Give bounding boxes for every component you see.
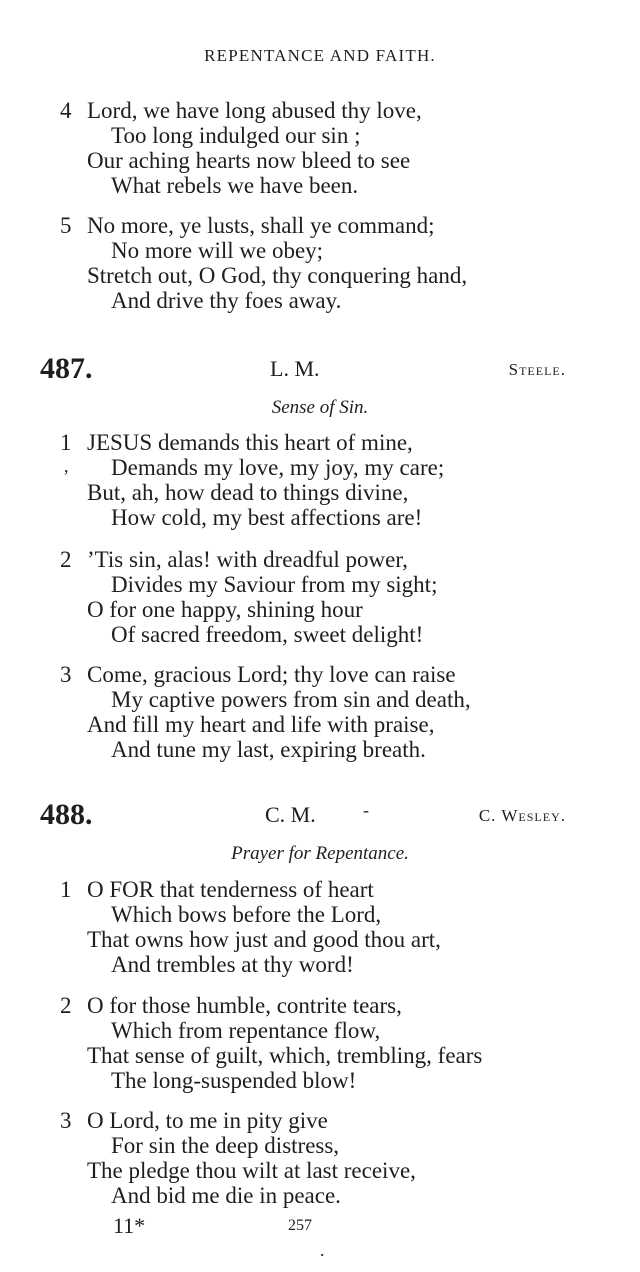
stanza-line: Too long indulged our sin ; <box>111 123 361 148</box>
stanza-number: 3 <box>60 662 72 687</box>
stanza-number: 1 <box>60 877 72 902</box>
stanza-line: O Lord, to me in pity give <box>87 1108 328 1133</box>
stanza-number: 2 <box>60 547 72 572</box>
hymn-subtitle: Prayer for Repentance. <box>231 843 409 864</box>
hymn-487-header <box>0 352 640 384</box>
stanza-number: 1 <box>60 430 72 455</box>
hymn-subtitle: Sense of Sin. <box>271 397 369 418</box>
stanza-line: No more will we obey; <box>111 238 324 263</box>
stanza-line: That sense of guilt, which, trembling, fears <box>87 1043 483 1068</box>
stanza-line: The pledge thou wilt at last receive, <box>87 1158 416 1183</box>
stanza-line: The long-suspended blow! <box>111 1068 357 1093</box>
running-head: REPENTANCE AND FAITH. <box>204 46 436 65</box>
stanza-line: Come, gracious Lord; thy love can raise <box>87 662 456 687</box>
stanza-number: 3 <box>60 1108 72 1133</box>
stanza-line: How cold, my best affections are! <box>111 505 423 530</box>
hymn-author: Steele. <box>508 360 566 379</box>
stanza-line: Of sacred freedom, sweet delight! <box>111 622 424 647</box>
print-speck: , <box>64 456 69 476</box>
stanza-line: O FOR that tenderness of heart <box>87 877 374 902</box>
hymn-author: C. Wesley. <box>478 806 566 825</box>
stanza-line: O for one happy, shining hour <box>87 597 363 622</box>
stanza-line: Which from repentance flow, <box>111 1018 381 1043</box>
hymn-488-header <box>0 798 640 830</box>
hymn-meter: L. M. <box>270 356 320 381</box>
stanza-line: And fill my heart and life with praise, <box>87 712 435 737</box>
signature-mark: 11* <box>113 1213 146 1238</box>
stanza-line: No more, ye lusts, shall ye command; <box>87 213 435 238</box>
stanza-line: And trembles at thy word! <box>111 952 354 977</box>
stanza-line: JESUS demands this heart of mine, <box>87 430 413 455</box>
stanza-line: And bid me die in peace. <box>111 1183 341 1208</box>
stanza-line: O for those humble, contrite tears, <box>87 993 402 1018</box>
hymn-number: 488. <box>40 798 93 831</box>
stanza-line: Stretch out, O God, thy conquering hand, <box>87 263 468 288</box>
stanza-line: That owns how just and good thou art, <box>87 927 441 952</box>
hymn-number: 487. <box>40 352 93 385</box>
stanza-line: And drive thy foes away. <box>111 288 342 313</box>
stanza-line: But, ah, how dead to things divine, <box>87 480 409 505</box>
stanza-number: 2 <box>60 993 72 1018</box>
print-speck: . <box>320 1240 325 1260</box>
print-speck: - <box>363 800 369 820</box>
page-number: 257 <box>288 1217 312 1234</box>
stanza-line: And tune my last, expiring breath. <box>111 737 426 762</box>
stanza-line: My captive powers from sin and death, <box>111 687 471 712</box>
stanza-number: 5 <box>60 213 72 238</box>
stanza-number: 4 <box>60 98 72 123</box>
stanza-line: Which bows before the Lord, <box>111 902 382 927</box>
stanza-line: Our aching hearts now bleed to see <box>87 148 411 173</box>
stanza-line: What rebels we have been. <box>111 173 359 198</box>
stanza-line: For sin the deep distress, <box>111 1133 340 1158</box>
stanza-line: Lord, we have long abused thy love, <box>87 98 422 123</box>
stanza-line: ’Tis sin, alas! with dreadful power, <box>87 547 408 572</box>
hymn-meter: C. M. <box>265 802 316 827</box>
stanza-line: Divides my Saviour from my sight; <box>111 572 438 597</box>
stanza-line: Demands my love, my joy, my care; <box>111 455 445 480</box>
